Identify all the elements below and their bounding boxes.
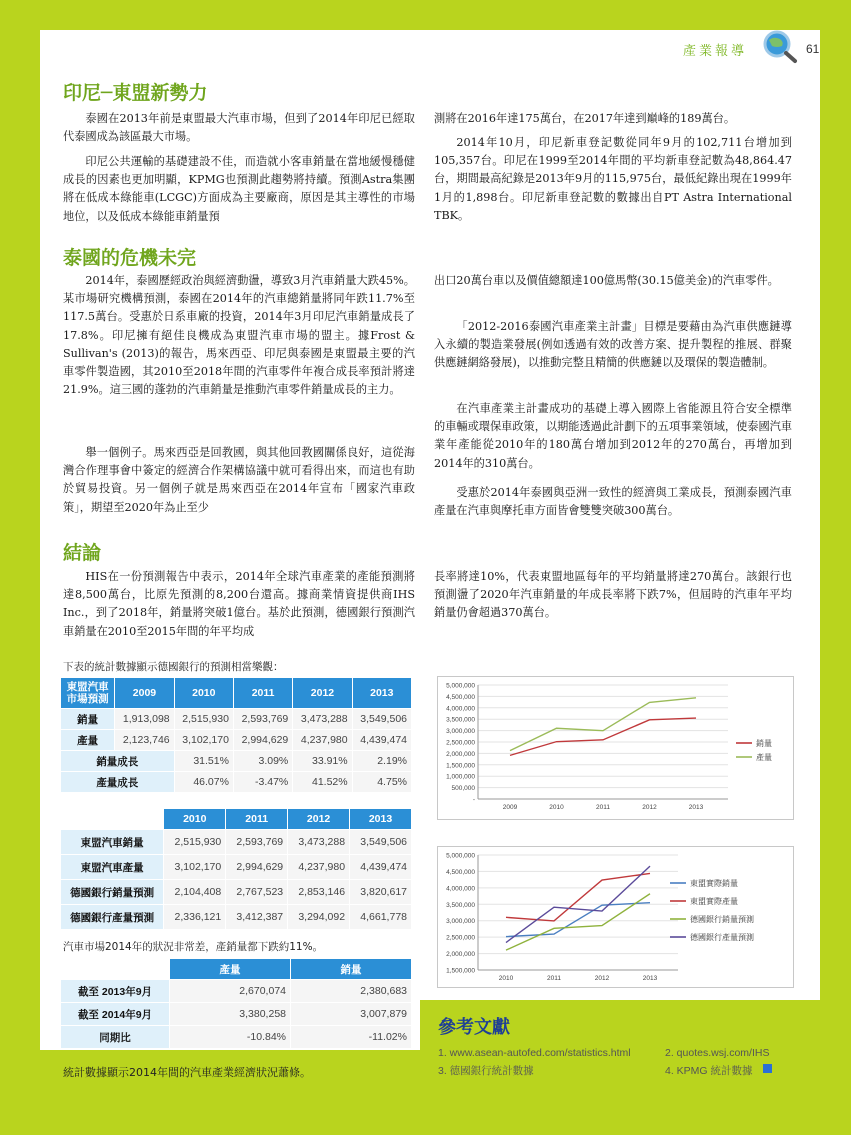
series-line: [506, 873, 650, 920]
chart-sales-production: [437, 676, 794, 820]
row-label: 東盟汽車銷量: [61, 830, 164, 855]
y-tick-label: 3,500,000: [446, 901, 475, 909]
table-row: [61, 709, 412, 730]
row-label: 同期比: [61, 1026, 170, 1049]
section2-paragraph: 「2012-2016泰國汽車產業主計畫」目標是要藉由為汽車供應鏈導入永續的製造業發展(例如透過有效的改善方案、提升製程的推展、群聚供應鏈網絡發展)，以推動完整且精簡的供應鏈以及環保的製造體制。: [434, 320, 792, 370]
references-title: 參考文獻: [438, 1017, 510, 1038]
reference-item: 4. KPMG 統計數據: [665, 1065, 753, 1077]
table-row: [61, 1003, 412, 1026]
section2-paragraph: 舉一個例子。馬來西亞是回教國，與其他回教國關係良好，這從海灣合作理事會中簽定的經濟合作架構協議中就可看得出來，而這也有助於貿易投資。另一個例子就是馬來西亞在2014年宣布「國家汽車政策」，期望至2020年為止至少: [63, 446, 415, 514]
chart1-svg: [438, 677, 793, 819]
y-tick-label: 4,000,000: [446, 705, 475, 713]
year-header: 2011: [226, 809, 288, 830]
cell: 2,853,146: [288, 880, 350, 905]
cell: 3,473,288: [293, 709, 352, 730]
section2-heading: 泰國的危機未完: [63, 247, 197, 269]
cell: 4,237,980: [293, 730, 352, 751]
cell: 3,820,617: [350, 880, 412, 905]
table-row: [61, 880, 412, 905]
table-row: [61, 855, 412, 880]
bottom-note: 統計數據顯示2014年間的汽車產業經濟狀況蕭條。: [63, 1066, 311, 1079]
end-mark-icon: [763, 1064, 772, 1073]
section2-paragraph: 在汽車產業主計畫成功的基礎上導入國際上省能源且符合安全標準的車輛或環保車政策，以期能透過此計劃下的五項事業領域，使泰國汽車業年產能從2010年的180萬台增加到2012年的270萬台，再增加到2014年的310萬台。: [434, 402, 793, 470]
series-line: [506, 894, 650, 950]
table-row: [61, 980, 412, 1003]
section2-paragraph: 受惠於2014年泰國與亞洲一致性的經濟與工業成長，預測泰國汽車產量在汽車與摩托車方面皆會雙雙突破300萬台。: [434, 486, 792, 518]
row-label: 截至 2013年9月: [61, 980, 170, 1003]
year-header: 2012: [288, 809, 350, 830]
cell: 2,515,930: [164, 830, 226, 855]
row-label: 銷量: [61, 709, 115, 730]
section2-paragraph: 2014年，泰國歷經政治與經濟動盪，導致3月汽車銷量大跌45%。某市場研究機構預測，泰國在2014年的汽車總銷量將同年跌11.7%至117.5萬台。受惠於日系車廠的投資，2014年3月印尼汽車銷量成長了17.8%。印尼擁有絕佳良機成為東盟汽車市場的盟主。據Frost & Sullivan's (2013)的報告，馬來西亞、印尼與泰國是東盟最主要的汽車零件製造國，其2010至2018年間的汽車零件年複合成長率預計將達21.9%。這三國的蓬勃的汽車銷量是推動汽車零件銷量成長的主力。: [63, 274, 415, 397]
year-header: 2010: [174, 678, 233, 709]
chart2-svg: [438, 847, 793, 987]
chart-forecast-comparison: [437, 846, 794, 988]
y-tick-label: 4,500,000: [446, 868, 475, 876]
y-tick-label: 4,500,000: [446, 693, 475, 701]
cell: 2,336,121: [164, 905, 226, 930]
page-number: 61: [806, 42, 820, 56]
reference-item[interactable]: 1. www.asean-autofed.com/statistics.html: [438, 1047, 631, 1059]
row-label: 截至 2014年9月: [61, 1003, 170, 1026]
y-tick-label: 2,500,000: [446, 739, 475, 747]
table3-caption: 汽車市場2014年的狀況非常差，產銷量都下跌約11%。: [63, 941, 324, 953]
cell: 3,549,506: [350, 830, 412, 855]
cell: 46.07%: [174, 772, 233, 793]
cell: 2.19%: [352, 751, 411, 772]
cell: 3,412,387: [226, 905, 288, 930]
table-row: [61, 1026, 412, 1049]
section3-paragraph: 長率將達10%，代表東盟地區每年的平均銷量將達270萬台。該銀行也預測盪了2020年汽車銷量的年成長率將下跌7%，但屆時的汽車年平均銷量仍會超過370萬台。: [434, 570, 792, 620]
section1-paragraph: 印尼公共運輸的基礎建設不佳，而造就小客車銷量在當地緩慢穩健成長的因素也更加明顯，KPMG也預測此趨勢將持續。預測Astra集團將在低成本綠能車(LCGC)方面成為主要廠商，原因是其主導性的市場地位，以及低成本綠能車銷量預: [63, 155, 415, 223]
y-tick-label: 3,000,000: [446, 728, 475, 736]
section3-paragraph: HIS在一份預測報告中表示，2014年全球汽車產業的產能預測將達8,500萬台，比原先預測的8,200台還高。據商業情資提供商IHS Inc.，到了2018年，銷量將突破1億台。基於此預測，德國銀行預測汽車銷量在2010至2015年間的年平均成: [63, 570, 415, 638]
y-tick-label: 2,500,000: [446, 934, 475, 942]
year-header: 2011: [233, 678, 292, 709]
cell: 2,593,769: [226, 830, 288, 855]
year-header: 2012: [293, 678, 352, 709]
y-tick-label: 2,000,000: [446, 951, 475, 959]
section-label: 產業報導: [683, 44, 748, 59]
cell: 3,549,506: [352, 709, 411, 730]
x-tick-label: 2009: [502, 804, 518, 811]
y-tick-label: 3,500,000: [446, 716, 475, 724]
cell: 1,913,098: [115, 709, 174, 730]
cell: 3,102,170: [174, 730, 233, 751]
y-tick-label: 3,000,000: [446, 918, 475, 926]
row-label: 產量成長: [61, 772, 175, 793]
series-line: [510, 698, 696, 751]
right-bar: [820, 0, 851, 1000]
legend-entry: 銷量: [756, 739, 772, 748]
cell: 2,380,683: [291, 980, 412, 1003]
x-tick-label: 2011: [596, 804, 610, 811]
reference-item[interactable]: 2. quotes.wsj.com/IHS: [665, 1047, 770, 1059]
cell: 3,007,879: [291, 1003, 412, 1026]
cell: 3.09%: [233, 751, 292, 772]
y-tick-label: 500,000: [451, 785, 475, 793]
table-row: [61, 751, 412, 772]
cell: -10.84%: [170, 1026, 291, 1049]
y-tick-label: 4,000,000: [446, 885, 475, 893]
legend-entry: 德國銀行產量預測: [690, 933, 754, 942]
cell: 3,380,258: [170, 1003, 291, 1026]
cell: 2,994,629: [226, 855, 288, 880]
top-bar: [40, 0, 820, 30]
cell: 33.91%: [293, 751, 352, 772]
x-tick-label: 2010: [549, 804, 564, 811]
y-tick-label: 2,000,000: [446, 750, 475, 758]
cell: 2,670,074: [170, 980, 291, 1003]
cell: 3,102,170: [164, 855, 226, 880]
cell: 2,104,408: [164, 880, 226, 905]
legend-entry: 東盟實際產量: [690, 897, 738, 906]
legend-entry: 東盟實際銷量: [690, 879, 738, 888]
cell: -11.02%: [291, 1026, 412, 1049]
table-row: [61, 772, 412, 793]
x-tick-label: 2012: [642, 804, 657, 811]
cell: -3.47%: [233, 772, 292, 793]
cell: 4,439,474: [350, 855, 412, 880]
section1-heading: 印尼─東盟新勢力: [63, 82, 208, 104]
cell: 2,515,930: [174, 709, 233, 730]
year-header: 2013: [352, 678, 411, 709]
cell: 3,294,092: [288, 905, 350, 930]
year-header: 2009: [115, 678, 174, 709]
year-header: 2010: [164, 809, 226, 830]
y-tick-label: 1,000,000: [446, 773, 475, 781]
row-label: 產量: [61, 730, 115, 751]
column-header: 產量: [170, 959, 291, 980]
section1-paragraph: 泰國在2013年前是東盟最大汽車市場，但到了2014年印尼已經取代泰國成為該區最大市場。: [63, 112, 415, 144]
cell: 4,237,980: [288, 855, 350, 880]
table-corner-header: 東盟汽車 市場預測: [61, 678, 115, 709]
row-label: 德國銀行銷量預測: [61, 880, 164, 905]
x-tick-label: 2011: [547, 975, 561, 982]
y-tick-label: 1,500,000: [446, 967, 475, 975]
x-tick-label: 2013: [642, 975, 658, 982]
table-row: [61, 730, 412, 751]
section1-paragraph: 2014年10月，印尼新車登記數從同年9月的102,711台增加到105,357台。印尼在1999至2014年間的平均新車登記數為48,864.47台，期間最高紀錄是2013年9月的115,975台，最低紀錄出現在1999年1月的1,898台。印尼新車登記數的數據出自PT Astra International TBK。: [434, 136, 792, 222]
table1-caption: 下表的統計數據顯示德國銀行的預測相當樂觀：: [63, 661, 284, 673]
table-row: [61, 830, 412, 855]
x-tick-label: 2010: [498, 975, 514, 982]
magnifier-globe-icon: [760, 28, 800, 64]
cell: 31.51%: [174, 751, 233, 772]
table-corner: [61, 809, 164, 830]
column-header: 銷量: [291, 959, 412, 980]
cell: 2,593,769: [233, 709, 292, 730]
forecast-table: [60, 677, 412, 793]
cell: 4,439,474: [352, 730, 411, 751]
y-tick-label: 5,000,000: [446, 682, 475, 690]
row-label: 德國銀行產量預測: [61, 905, 164, 930]
y-tick-label: 5,000,000: [446, 852, 475, 860]
cell: 2,123,746: [115, 730, 174, 751]
cell: 4,661,778: [350, 905, 412, 930]
row-label: 東盟汽車產量: [61, 855, 164, 880]
cell: 41.52%: [293, 772, 352, 793]
row-label: 銷量成長: [61, 751, 175, 772]
y-tick-label: -: [472, 796, 475, 804]
table-row: [61, 905, 412, 930]
comparison-table: [60, 808, 412, 930]
x-tick-label: 2012: [594, 975, 610, 982]
table-corner: [61, 959, 170, 980]
x-tick-label: 2013: [688, 804, 704, 811]
cell: 4.75%: [352, 772, 411, 793]
legend-entry: 產量: [756, 753, 772, 762]
section2-paragraph: 出口20萬台車以及價值總額達100億馬幣(30.15億美金)的汽車零件。: [434, 274, 779, 287]
section3-heading: 結論: [63, 542, 102, 564]
cell: 2,767,523: [226, 880, 288, 905]
reference-item: 3. 德國銀行統計數據: [438, 1065, 534, 1077]
section1-paragraph: 測將在2016年達175萬台，在2017年達到巔峰的189萬台。: [434, 112, 736, 125]
market-status-table: [60, 958, 412, 1049]
cell: 2,994,629: [233, 730, 292, 751]
y-tick-label: 1,500,000: [446, 762, 475, 770]
top-left-bar: [0, 0, 40, 1000]
cell: 3,473,288: [288, 830, 350, 855]
legend-entry: 德國銀行銷量預測: [690, 915, 754, 924]
year-header: 2013: [350, 809, 412, 830]
